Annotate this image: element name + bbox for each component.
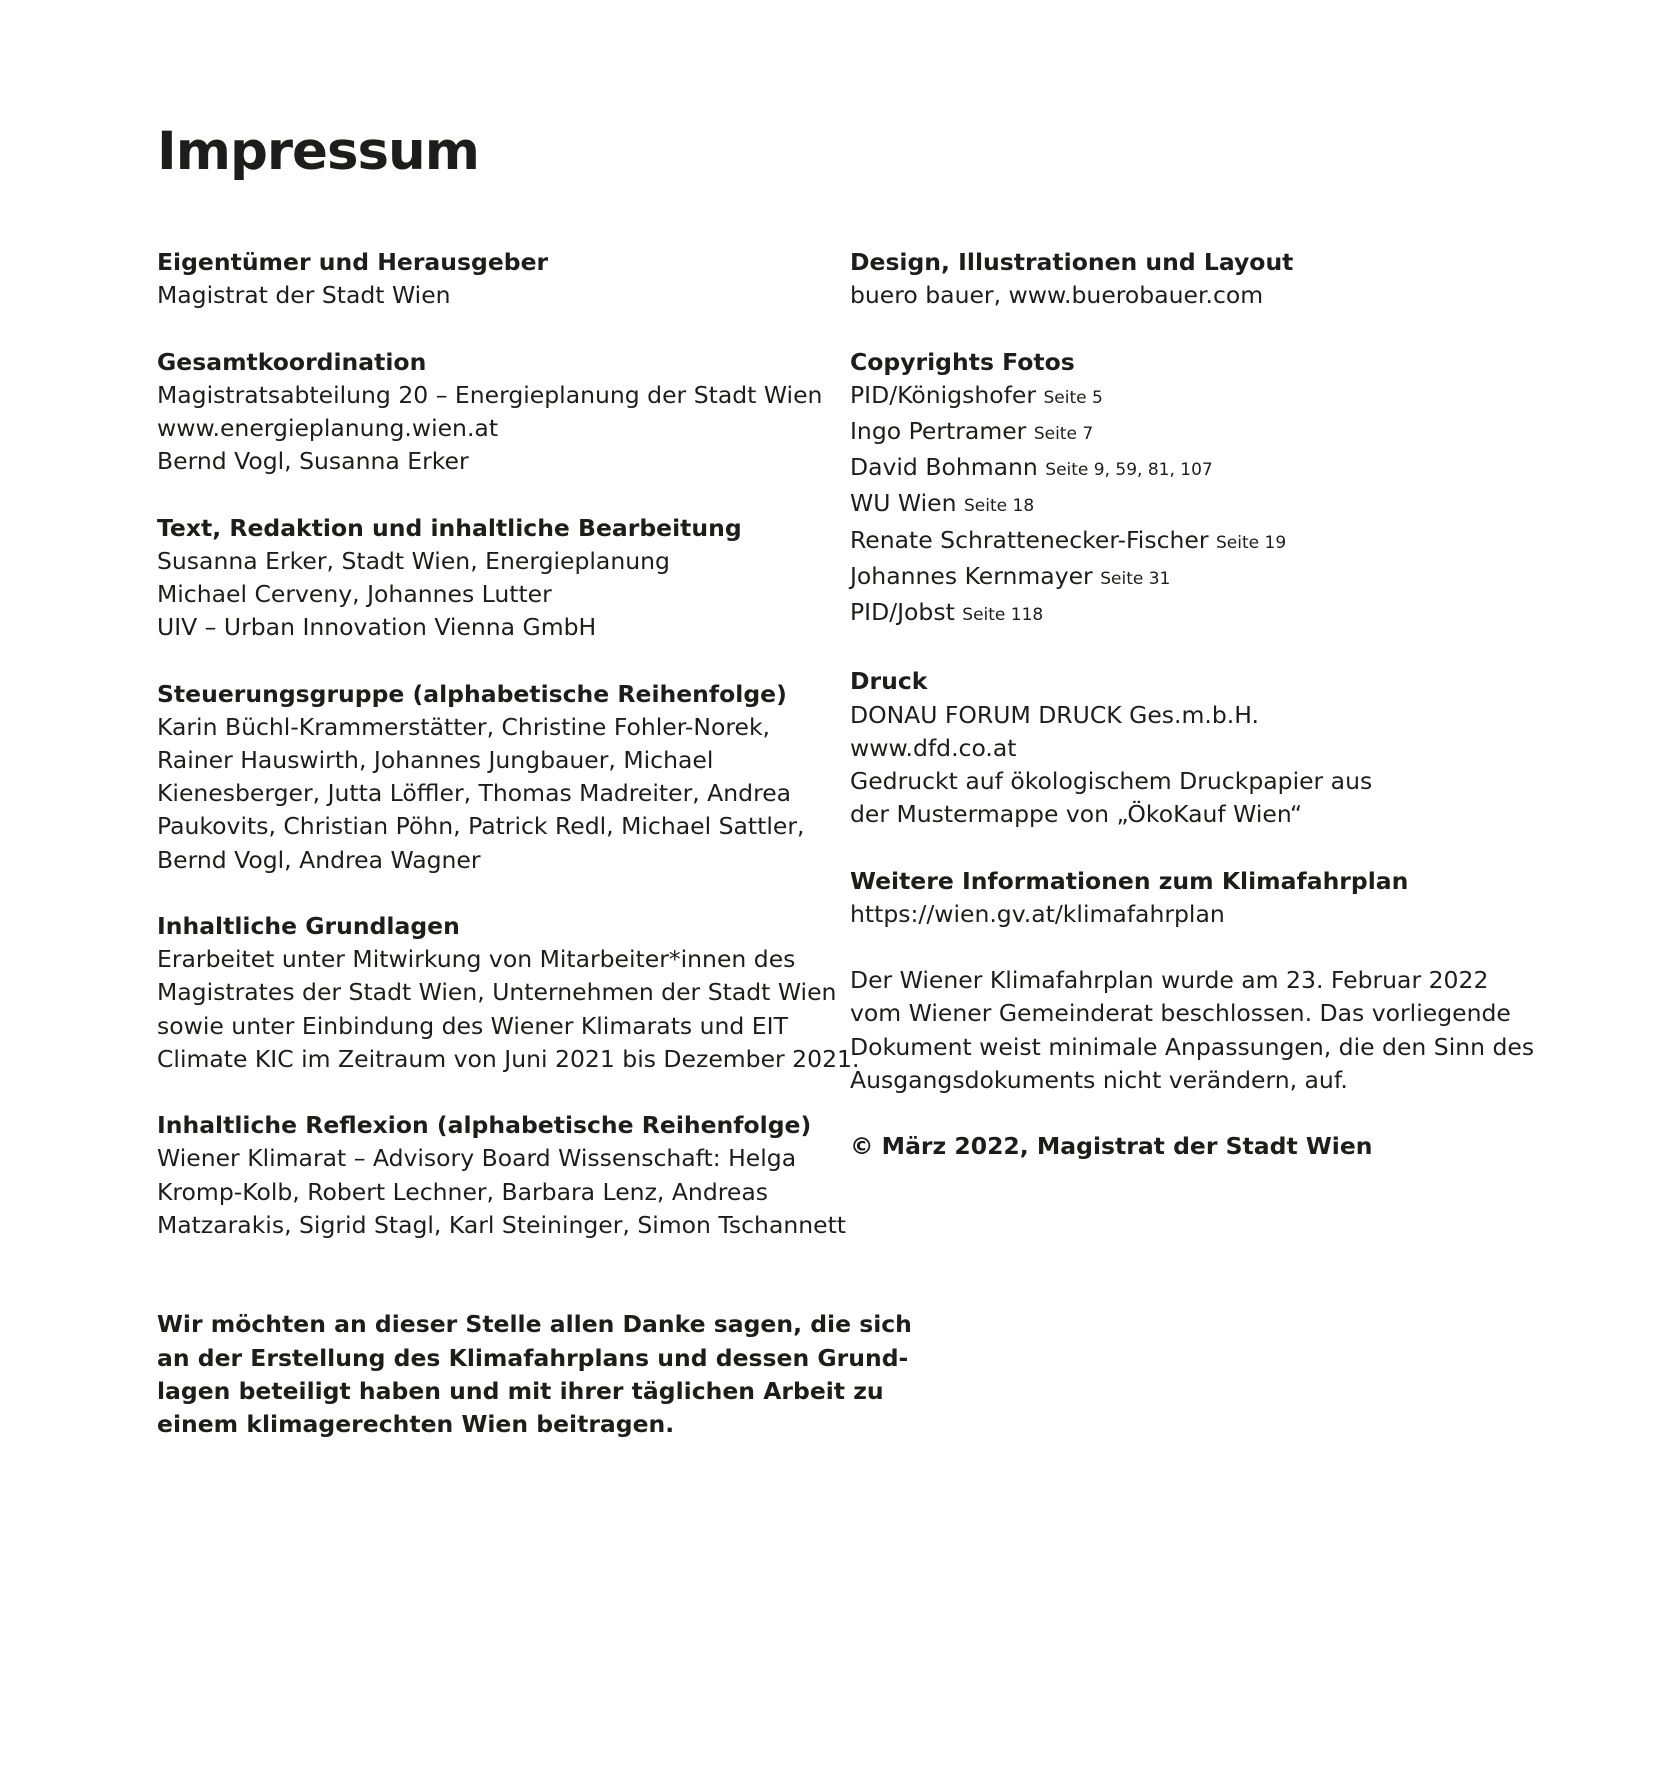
reflection-heading: Inhaltliche Reflexion (alphabetische Reihenfolge) xyxy=(157,1111,812,1140)
editorial-line: UIV – Urban Innovation Vienna GmbH xyxy=(157,613,597,642)
steering-line: Rainer Hauswirth, Johannes Jungbauer, Michael xyxy=(157,746,714,774)
photo-credit xyxy=(850,415,1550,451)
photo-credit-pages: Seite 19 xyxy=(1216,532,1287,553)
photo-credit-name: PID/Jobst xyxy=(850,598,955,627)
photo-credit-pages: Seite 7 xyxy=(1033,424,1094,444)
coordination-line: Magistratsabteilung 20 – Energieplanung der Stadt Wien xyxy=(157,380,823,409)
steering-line: Paukovits, Christian Pöhn, Patrick Redl, Michael Sattler, xyxy=(157,812,805,841)
info-heading: Weitere Informationen zum Klimafahrplan xyxy=(850,866,1409,895)
photo-credit xyxy=(850,596,1550,632)
copyright-text: © März 2022, Magistrat der Stadt Wien xyxy=(850,1132,1373,1161)
editorial-heading: Text, Redaktion und inhaltliche Bearbeitung xyxy=(157,513,742,542)
page-title: Impressum xyxy=(157,121,480,182)
note-line: vom Wiener Gemeinderat beschlossen. Das vorliegende xyxy=(850,999,1511,1028)
note-line: Der Wiener Klimafahrplan wurde am 23. Februar 2022 xyxy=(850,966,1489,995)
steering-section xyxy=(157,678,817,877)
design-section xyxy=(850,246,1550,312)
editorial-section xyxy=(157,512,817,645)
foundations-section xyxy=(157,910,860,1076)
print-line: Gedruckt auf ökologischem Druckpapier aus xyxy=(850,767,1373,796)
photo-credit-name: Renate Schrattenecker-Fischer xyxy=(850,525,1209,554)
design-line: buero bauer, www.buerobauer.com xyxy=(850,281,1264,310)
photos-section xyxy=(850,346,1550,633)
thanks-line: Wir möchten an dieser Stelle allen Danke sagen, die sich xyxy=(157,1310,912,1339)
owner-heading: Eigentümer und Herausgeber xyxy=(157,248,549,276)
photos-heading: Copyrights Fotos xyxy=(850,347,1075,376)
photo-credit-pages: Seite 18 xyxy=(964,496,1035,517)
photo-credit xyxy=(850,379,1550,415)
note-line: Ausgangsdokuments nicht verändern, auf. xyxy=(850,1065,1348,1094)
info-section xyxy=(850,865,1550,931)
print-link[interactable]: www.dfd.co.at xyxy=(850,733,1017,762)
print-section xyxy=(850,665,1550,831)
steering-heading: Steuerungsgruppe (alphabetische Reihenfolge) xyxy=(157,679,787,708)
photo-credit xyxy=(850,560,1550,596)
photo-credit-pages: Seite 9, 59, 81, 107 xyxy=(1045,460,1213,481)
steering-line: Bernd Vogl, Andrea Wagner xyxy=(157,845,481,874)
coordination-line: Bernd Vogl, Susanna Erker xyxy=(157,447,469,476)
foundations-line: Climate KIC im Zeitraum von Juni 2021 bis Dezember 2021. xyxy=(157,1044,860,1073)
photo-credit-name: WU Wien xyxy=(850,489,957,518)
reflection-section xyxy=(157,1109,847,1242)
editorial-line: Michael Cerveny, Johannes Lutter xyxy=(157,580,552,608)
reflection-line: Wiener Klimarat – Advisory Board Wissenschaft: Helga xyxy=(157,1144,797,1173)
copyright-section xyxy=(850,1130,1550,1163)
foundations-heading: Inhaltliche Grundlagen xyxy=(157,912,460,940)
thanks-line: an der Erstellung des Klimafahrplans und dessen Grund- xyxy=(157,1343,909,1372)
coordination-section xyxy=(157,346,823,479)
photo-credit-name: Johannes Kernmayer xyxy=(850,561,1093,590)
photo-credit xyxy=(850,487,1550,523)
photo-credit xyxy=(850,451,1550,487)
reflection-line: Kromp-Kolb, Robert Lechner, Barbara Lenz, Andreas xyxy=(157,1177,768,1206)
photo-credit-pages: Seite 5 xyxy=(1043,387,1103,408)
print-line: DONAU FORUM DRUCK Ges.m.b.H. xyxy=(850,700,1259,729)
photo-credit-name: David Bohmann xyxy=(850,453,1038,482)
info-link[interactable]: https://wien.gv.at/klimafahrplan xyxy=(850,899,1225,928)
thanks-line: lagen beteiligt haben und mit ihrer täglichen Arbeit zu xyxy=(157,1376,884,1405)
thanks-line: einem klimagerechten Wien beitragen. xyxy=(157,1410,675,1439)
steering-line: Kienesberger, Jutta Löffler, Thomas Madreiter, Andrea xyxy=(157,779,792,808)
foundations-line: sowie unter Einbindung des Wiener Klimarats und EIT xyxy=(157,1011,788,1040)
owner-section xyxy=(157,246,817,312)
print-heading: Druck xyxy=(850,667,928,696)
coordination-heading: Gesamtkoordination xyxy=(157,347,427,376)
coordination-link[interactable]: www.energieplanung.wien.at xyxy=(157,414,499,442)
foundations-line: Magistrates der Stadt Wien, Unternehmen der Stadt Wien xyxy=(157,978,837,1007)
thanks-paragraph xyxy=(157,1308,912,1441)
editorial-line: Susanna Erker, Stadt Wien, Energieplanung xyxy=(157,546,670,575)
photo-credit-name: PID/Königshofer xyxy=(850,380,1036,409)
photo-credit-pages: Seite 31 xyxy=(1100,568,1171,589)
print-line: der Mustermappe von „ÖkoKauf Wien“ xyxy=(850,800,1303,829)
reflection-line: Matzarakis, Sigrid Stagl, Karl Steininger, Simon Tschannett xyxy=(157,1210,847,1239)
photo-credit xyxy=(850,524,1550,560)
foundations-line: Erarbeitet unter Mitwirkung von Mitarbeiter*innen des xyxy=(157,945,796,974)
right-column xyxy=(850,246,1550,1197)
steering-line: Karin Büchl-Krammerstätter, Christine Fohler-Norek, xyxy=(157,712,771,741)
note-paragraph xyxy=(850,964,1550,1097)
photo-credit-name: Ingo Pertramer xyxy=(850,417,1027,445)
photo-credit-pages: Seite 118 xyxy=(962,605,1044,626)
note-line: Dokument weist minimale Anpassungen, die den Sinn des xyxy=(850,1032,1535,1061)
design-heading: Design, Illustrationen und Layout xyxy=(850,248,1294,276)
owner-line: Magistrat der Stadt Wien xyxy=(157,281,451,310)
